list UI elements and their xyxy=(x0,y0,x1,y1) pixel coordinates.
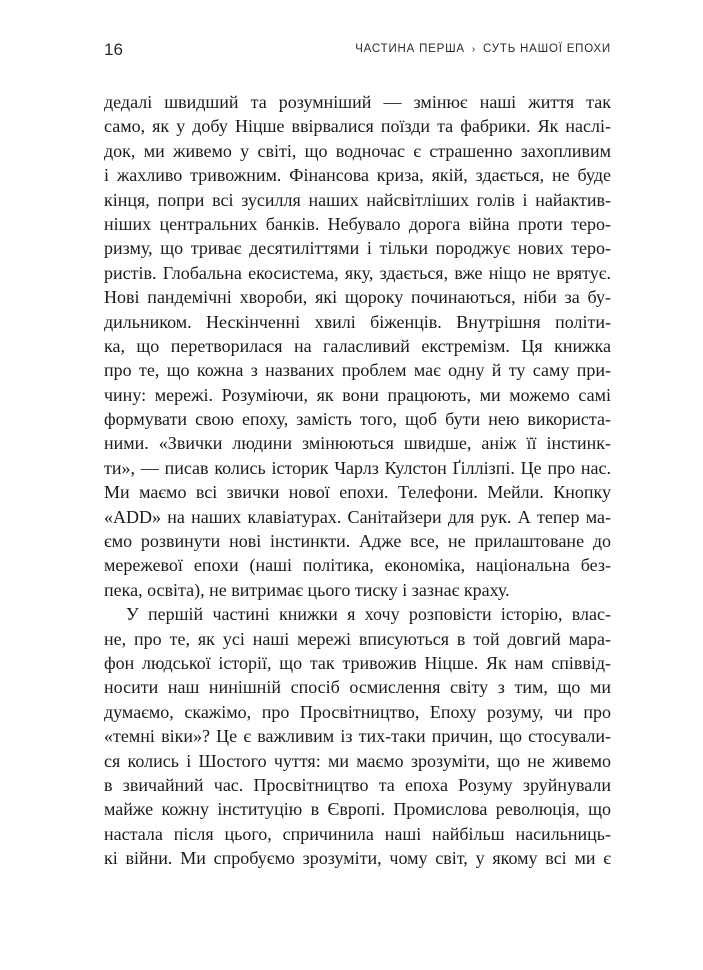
text-line: ними. «Звички людини змінюються швидше, аніж її інстинк- xyxy=(104,433,611,454)
part-title: ЧАСТИНА ПЕРША xyxy=(355,43,465,55)
text-line: кі війни. Ми спробуємо зрозуміти, чому світ, у якому всі ми є xyxy=(104,848,611,869)
chevron-right-icon: › xyxy=(471,44,477,55)
running-header xyxy=(104,40,611,64)
text-line: в звичайний час. Просвітництво та епоха Розуму зруйнували xyxy=(104,774,611,795)
text-line: У першій частині книжки я хочу розповісти історію, влас- xyxy=(126,604,611,625)
chapter-title: СУТЬ НАШОЇ ЕПОХИ xyxy=(483,43,611,55)
text-line: ризму, що триває десятиліттями і тільки породжує нових теро- xyxy=(104,238,611,259)
text-line: чину: мережі. Розуміючи, як вони працюють, ми можемо самі xyxy=(104,384,611,405)
text-line: і жахливо тривожним. Фінансова криза, якій, здається, не буде xyxy=(104,165,611,186)
page-number: 16 xyxy=(104,40,123,59)
text-line: пека, освіта), не витримає цього тиску і зазнає краху. xyxy=(104,579,510,600)
text-line: само, як у добу Ніцше ввірвалися поїзди та фабрики. Як наслі- xyxy=(104,116,611,137)
text-line-part: ся колись і Шостого чуття: ми маємо зрозуміти, що не живемо xyxy=(104,750,611,771)
text-line: ніших центральних банків. Небувало дорога війна проти теро- xyxy=(104,213,611,234)
text-line: «ADD» на наших клавіатурах. Санітайзери для рук. А тепер ма- xyxy=(104,506,611,527)
text-line: майже кожну інституцію в Європі. Промислова революція, що xyxy=(104,799,611,820)
text-line: Ми маємо всі звички нової епохи. Телефони. Мейли. Кнопку xyxy=(104,482,611,503)
text-line: про те, що кожна з названих проблем має одну й ту саму при- xyxy=(104,360,611,381)
text-line: кінця, попри всі зусилля наших найсвітліших голів і найактив- xyxy=(104,189,611,210)
text-line: формувати свою епоху, замість того, щоб бути нею використа- xyxy=(104,409,611,430)
text-line: Нові пандемічні хвороби, які щороку починаються, ніби за бу- xyxy=(104,287,611,308)
text-line: ти», — писав колись історик Чарлз Кулстон Ґіллізпі. Це про нас. xyxy=(104,457,611,478)
text-line: думаємо, скажімо, про Просвітництво, Епоху розуму, чи про xyxy=(104,701,611,722)
text-line: док, ми живемо у світі, що водночас є страшенно захопливим xyxy=(104,140,611,161)
text-line: ка, що перетворилася на галасливий екстремізм. Ця книжка xyxy=(104,335,611,356)
text-line: дильником. Нескінченні хвилі біженців. Внутрішня політи- xyxy=(104,311,611,332)
text-line xyxy=(104,724,611,773)
text-line: носити наш нинішній спосіб осмислення світу з тим, що ми xyxy=(104,677,611,698)
text-line: фон людської історії, що так тривожив Ніцше. Як нам співвід- xyxy=(104,652,611,673)
text-line: ємо розвинути нові інстинкти. Адже все, не прилаштоване до xyxy=(104,531,611,552)
text-line-part: «темні віки»? Це є важливим із тих-таки причин, що стосували- xyxy=(104,726,611,747)
paragraph-2 xyxy=(104,602,611,870)
text-line: мережевої епохи (наші політика, економіка, національна без- xyxy=(104,555,611,576)
text-line: не, про те, як усі наші мережі вписуються в той довгий мара- xyxy=(104,628,611,649)
text-line: дедалі швидший та розумніший — змінює наші життя так xyxy=(104,92,611,112)
paragraph-1 xyxy=(104,90,611,602)
text-line: ристів. Глобальна екосистема, яку, здається, вже ніщо не врятує. xyxy=(104,262,611,283)
body-text xyxy=(104,90,611,871)
running-head xyxy=(355,43,611,55)
text-line: настала після цього, спричинила наші найбільш насильниць- xyxy=(104,823,611,844)
